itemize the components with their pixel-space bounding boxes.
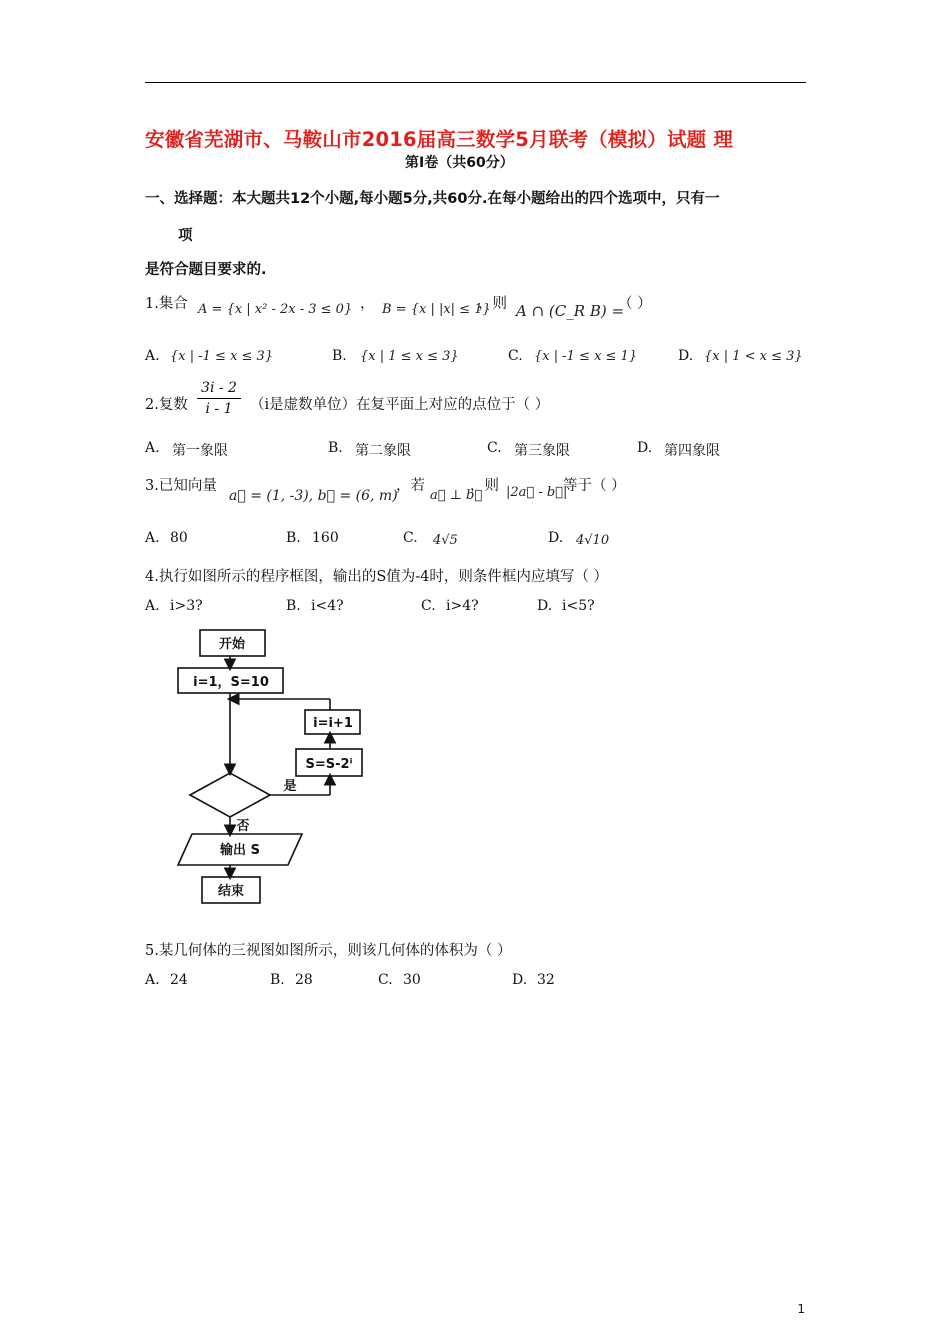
q4-option-a-label: A.: [145, 598, 160, 614]
q1-option-d: {x | 1 < x ≤ 3}: [704, 349, 803, 364]
q3-then: ，则: [470, 478, 499, 494]
q2-denominator: i - 1: [205, 401, 233, 417]
q1-option-b-label: B.: [332, 348, 347, 364]
flowchart-output-label: 输出 S: [220, 843, 260, 858]
q3-option-b-label: B.: [286, 530, 301, 546]
fraction-bar: [197, 398, 241, 399]
q5-option-b: 28: [295, 972, 313, 988]
header-rule: [145, 82, 806, 83]
q5-option-c-label: C.: [378, 972, 393, 988]
q2-suffix: （i是虚数单位）在复平面上对应的点位于（ ）: [250, 397, 550, 413]
flowchart-init-label: i=1，S=10: [193, 675, 269, 690]
flowchart-condition-diamond: [190, 773, 270, 817]
q3-option-c: 4√5: [433, 533, 458, 548]
flowchart-update-label: S=S-2ⁱ: [305, 757, 353, 772]
q4-text: 4.执行如图所示的程序框图，输出的S值为-4时，则条件框内应填写（ ）: [145, 569, 608, 585]
q4-option-d-label: D.: [537, 598, 553, 614]
q2-numerator: 3i - 2: [201, 380, 237, 396]
q3-perpendicular: a⃗ ⊥ b⃗: [430, 488, 483, 503]
q4-option-a: i>3?: [170, 598, 203, 614]
q1-answer-paren: （ ）: [618, 296, 652, 312]
q3-suffix: 等于（ ）: [563, 478, 626, 494]
page-number: 1: [797, 1302, 805, 1316]
q1-option-c: {x | -1 ≤ x ≤ 1}: [534, 349, 638, 364]
q3-magnitude: |2a⃗ - b⃗|: [506, 485, 568, 500]
q3-prefix: 3.已知向量: [145, 478, 217, 494]
q1-prefix: 1.集合: [145, 296, 188, 312]
q1-option-d-label: D.: [678, 348, 694, 364]
q4-option-d: i<5?: [562, 598, 595, 614]
q2-fraction: [197, 380, 241, 417]
section-subtitle: 第Ⅰ卷（共60分）: [405, 155, 514, 171]
q1-set-b: B = {x | |x| ≤ 1}: [382, 302, 491, 317]
q5-text: 5.某几何体的三视图如图所示，则该几何体的体积为（ ）: [145, 943, 512, 959]
q3-option-a-label: A.: [145, 530, 160, 546]
q5-option-a-label: A.: [145, 972, 160, 988]
q3-vectors: a⃗ = (1, -3), b⃗ = (6, m): [229, 488, 398, 504]
flowchart-end-label: 结束: [217, 884, 245, 899]
q2-option-b-label: B.: [328, 440, 343, 456]
instructions-line-1: 一、选择题：本大题共12个小题,每小题5分,共60分.在每小题给出的四个选项中，只有一: [145, 191, 720, 207]
q5-option-a: 24: [170, 972, 188, 988]
instructions-line-3: 是符合题目要求的.: [145, 262, 267, 278]
flowchart-yes-label: 是: [283, 779, 297, 794]
q2-prefix: 2.复数: [145, 397, 188, 413]
q2-option-d-label: D.: [637, 440, 653, 456]
q3-option-a: 80: [170, 530, 188, 546]
q1-option-a: {x | -1 ≤ x ≤ 3}: [170, 349, 274, 364]
q1-option-c-label: C.: [508, 348, 523, 364]
q1-option-a-label: A.: [145, 348, 160, 364]
q4-option-b: i<4?: [311, 598, 344, 614]
q1-option-b: {x | 1 ≤ x ≤ 3}: [360, 349, 459, 364]
program-flowchart: [150, 625, 390, 915]
q4-option-b-label: B.: [286, 598, 301, 614]
q2-option-c: 第三象限: [514, 443, 570, 459]
document-title: 安徽省芜湖市、马鞍山市2016届高三数学5月联考（模拟）试题 理: [145, 128, 734, 151]
q1-comma: ，: [360, 296, 375, 312]
q5-option-d: 32: [537, 972, 555, 988]
q3-option-c-label: C.: [403, 530, 418, 546]
q5-option-b-label: B.: [270, 972, 285, 988]
q4-option-c-label: C.: [421, 598, 436, 614]
q2-option-c-label: C.: [487, 440, 502, 456]
q3-option-b: 160: [312, 530, 339, 546]
q3-if: ，若: [396, 478, 425, 494]
flowchart-increment-label: i=i+1: [313, 716, 353, 731]
q3-option-d-label: D.: [548, 530, 564, 546]
q1-expression: A ∩ (C_R B) =: [516, 302, 625, 320]
q2-option-a: 第一象限: [172, 443, 228, 459]
instructions-line-2: 项: [178, 228, 193, 244]
flowchart-no-label: 否: [236, 819, 250, 834]
q3-option-d: 4√10: [576, 533, 610, 548]
q2-option-a-label: A.: [145, 440, 160, 456]
q2-option-b: 第二象限: [355, 443, 411, 459]
q4-option-c: i>4?: [446, 598, 479, 614]
q1-then: ，则: [478, 296, 507, 312]
q5-option-d-label: D.: [512, 972, 528, 988]
q5-option-c: 30: [403, 972, 421, 988]
flowchart-start-label: 开始: [218, 637, 246, 652]
q2-option-d: 第四象限: [664, 443, 720, 459]
q1-set-a: A = {x | x² - 2x - 3 ≤ 0}: [198, 302, 353, 317]
